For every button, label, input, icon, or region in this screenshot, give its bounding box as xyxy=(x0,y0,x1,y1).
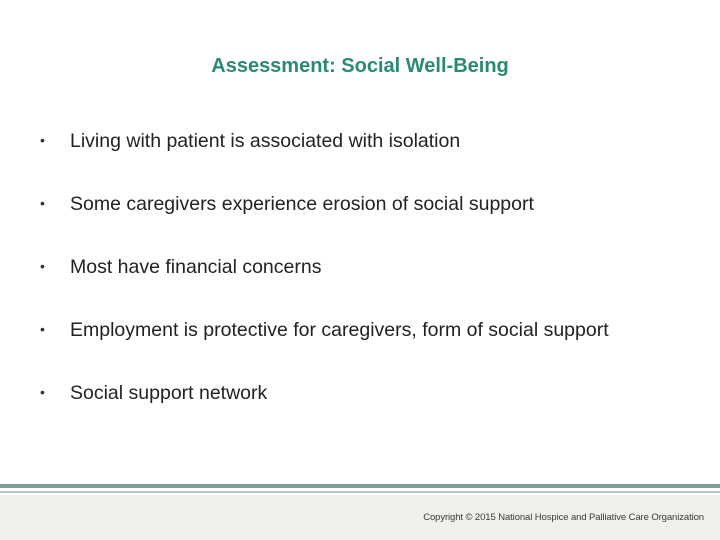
bullet-icon: • xyxy=(40,321,45,337)
bullet-text: Some caregivers experience erosion of social support xyxy=(70,193,534,215)
bullet-text: Most have financial concerns xyxy=(70,256,322,278)
bullet-icon: • xyxy=(40,258,45,274)
bullet-item xyxy=(40,319,609,382)
bullet-list xyxy=(40,130,609,445)
bullet-icon: • xyxy=(40,195,45,211)
bullet-text: Living with patient is associated with isolation xyxy=(70,130,461,152)
copyright-text: Copyright © 2015 National Hospice and Palliative Care Organization xyxy=(423,512,704,523)
slide-footer xyxy=(0,484,720,540)
footer-divider-thin xyxy=(0,491,720,493)
bullet-icon: • xyxy=(40,132,45,148)
slide-title: Assessment: Social Well-Being xyxy=(211,55,509,77)
bullet-text: Employment is protective for caregivers, form of social support xyxy=(70,319,609,341)
bullet-item xyxy=(40,256,609,319)
bullet-icon: • xyxy=(40,384,45,400)
bullet-item xyxy=(40,193,609,256)
footer-divider xyxy=(0,484,720,488)
bullet-item xyxy=(40,382,609,445)
bullet-text: Social support network xyxy=(70,382,268,404)
bullet-item xyxy=(40,130,609,193)
